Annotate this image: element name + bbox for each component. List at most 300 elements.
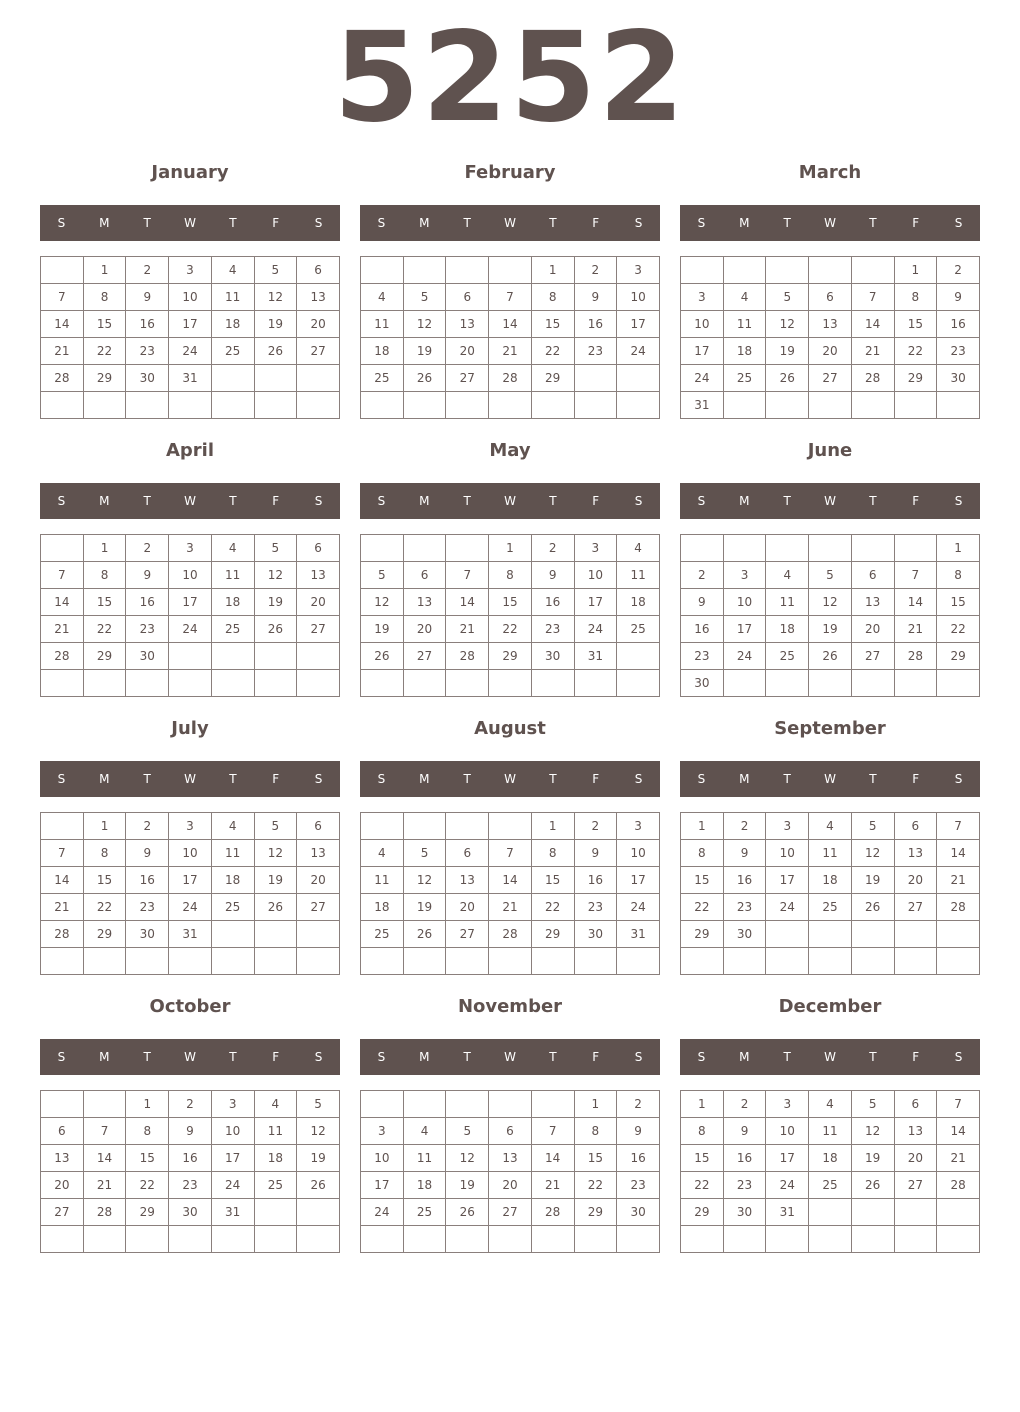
day-cell: 24 [617,338,660,365]
week-row [41,338,340,365]
week-row [41,589,340,616]
day-cell: 10 [169,840,212,867]
day-cell: 30 [617,1199,660,1226]
day-cell: 21 [41,338,84,365]
day-cell: 10 [617,840,660,867]
week-row [41,643,340,670]
day-cell: 23 [723,894,766,921]
day-cell: 13 [297,840,340,867]
week-row [681,867,980,894]
day-cell: 28 [489,365,532,392]
day-cell [83,948,126,975]
day-cell: 28 [83,1199,126,1226]
day-cell: 9 [126,840,169,867]
weekday-header [680,205,980,241]
week-row [681,921,980,948]
day-cell: 30 [126,365,169,392]
day-cell: 30 [126,921,169,948]
day-cell: 22 [531,894,574,921]
weekday-label: S [314,216,323,230]
day-cell: 19 [403,338,446,365]
day-cell [681,257,724,284]
day-cell: 20 [894,867,937,894]
weekday-label: S [377,772,386,786]
day-cell: 22 [126,1172,169,1199]
weekday-header [360,761,660,797]
week-row [361,948,660,975]
weekday-label: M [419,1050,430,1064]
month-1 [360,156,660,426]
day-grid [40,1090,340,1253]
day-cell: 2 [617,1091,660,1118]
day-cell: 9 [681,589,724,616]
day-cell [254,670,297,697]
week-row [361,1199,660,1226]
week-row [41,535,340,562]
week-row [361,562,660,589]
month-3 [40,434,340,704]
day-cell [723,392,766,419]
day-grid [360,256,660,419]
weekday-label: T [783,494,791,508]
day-cell [361,670,404,697]
day-cell: 26 [361,643,404,670]
day-cell: 13 [297,284,340,311]
day-cell [169,1226,212,1253]
day-cell: 29 [489,643,532,670]
day-cell: 29 [531,921,574,948]
week-row [361,616,660,643]
day-cell [531,670,574,697]
day-cell [766,257,809,284]
day-cell: 18 [211,867,254,894]
day-cell: 12 [254,840,297,867]
day-cell: 29 [531,365,574,392]
day-cell: 17 [169,589,212,616]
day-cell [851,670,894,697]
week-row [681,1199,980,1226]
day-grid [360,534,660,697]
day-cell [894,670,937,697]
day-cell [723,1226,766,1253]
week-row [361,1172,660,1199]
weekday-label: W [504,494,516,508]
day-cell: 5 [297,1091,340,1118]
day-cell [489,948,532,975]
day-cell: 24 [723,643,766,670]
day-cell [489,813,532,840]
day-cell: 20 [446,894,489,921]
day-cell: 14 [83,1145,126,1172]
day-cell [169,948,212,975]
day-cell [723,257,766,284]
day-cell [489,257,532,284]
day-cell [574,365,617,392]
month-name: April [165,440,215,461]
day-cell: 22 [489,616,532,643]
day-cell: 11 [211,284,254,311]
weekday-label: F [592,1050,600,1064]
day-cell: 27 [297,894,340,921]
day-cell [574,392,617,419]
day-cell [809,948,852,975]
day-cell [894,1226,937,1253]
day-cell: 21 [489,338,532,365]
day-cell: 10 [681,311,724,338]
day-cell: 13 [41,1145,84,1172]
day-cell: 5 [446,1118,489,1145]
day-cell: 7 [937,813,980,840]
day-cell: 12 [361,589,404,616]
day-cell: 2 [126,813,169,840]
day-cell: 1 [531,257,574,284]
day-cell: 1 [489,535,532,562]
weekday-label: T [869,216,877,230]
day-cell [169,643,212,670]
day-cell: 26 [766,365,809,392]
day-cell [894,921,937,948]
day-cell: 26 [403,921,446,948]
day-cell: 31 [617,921,660,948]
day-cell: 2 [126,257,169,284]
day-cell [211,392,254,419]
day-cell [937,1199,980,1226]
day-cell: 26 [851,1172,894,1199]
weekday-label: M [419,216,430,230]
day-cell: 28 [41,921,84,948]
day-cell: 6 [489,1118,532,1145]
day-cell: 6 [41,1118,84,1145]
week-row [681,392,980,419]
day-cell [531,1091,574,1118]
day-cell [681,535,724,562]
day-cell: 16 [723,867,766,894]
day-cell: 11 [766,589,809,616]
day-cell: 14 [41,867,84,894]
day-cell: 26 [446,1199,489,1226]
day-cell: 29 [894,365,937,392]
day-cell [297,948,340,975]
day-cell: 16 [617,1145,660,1172]
day-cell: 27 [446,921,489,948]
day-cell: 6 [446,840,489,867]
day-cell: 4 [723,284,766,311]
day-cell: 15 [126,1145,169,1172]
weekday-label: M [99,216,110,230]
day-cell: 18 [617,589,660,616]
day-cell: 29 [83,365,126,392]
week-row [681,535,980,562]
day-cell: 20 [489,1172,532,1199]
day-cell: 14 [489,311,532,338]
day-cell: 2 [723,813,766,840]
day-cell [361,813,404,840]
day-grid [40,812,340,975]
day-cell [361,392,404,419]
day-cell: 30 [126,643,169,670]
day-cell: 5 [403,284,446,311]
day-cell [361,1091,404,1118]
weekday-label: S [954,494,963,508]
day-cell: 27 [809,365,852,392]
day-cell: 15 [83,867,126,894]
week-row [41,616,340,643]
day-cell: 10 [169,562,212,589]
weekday-label: S [57,216,66,230]
day-cell: 24 [766,894,809,921]
day-cell: 20 [851,616,894,643]
weekday-label: M [739,494,750,508]
day-cell: 15 [531,867,574,894]
day-cell [361,257,404,284]
weekday-label: M [99,1050,110,1064]
weekday-label: S [57,494,66,508]
day-cell [403,1226,446,1253]
day-cell: 25 [254,1172,297,1199]
day-cell: 13 [446,867,489,894]
day-cell [403,392,446,419]
day-cell: 9 [531,562,574,589]
weekday-header [360,205,660,241]
day-cell: 1 [83,813,126,840]
day-cell [937,948,980,975]
day-cell [254,948,297,975]
day-cell: 19 [403,894,446,921]
day-cell: 10 [766,1118,809,1145]
week-row [41,840,340,867]
week-row [361,894,660,921]
week-row [361,589,660,616]
day-cell [403,813,446,840]
week-row [41,670,340,697]
weekday-label: T [463,1050,471,1064]
week-row [681,311,980,338]
day-cell: 6 [446,284,489,311]
day-cell: 23 [937,338,980,365]
day-cell: 2 [169,1091,212,1118]
day-cell [766,1226,809,1253]
day-cell: 9 [574,284,617,311]
day-cell: 29 [83,643,126,670]
week-row [681,365,980,392]
day-cell [809,921,852,948]
day-cell: 11 [211,840,254,867]
day-cell: 27 [851,643,894,670]
day-cell [211,643,254,670]
week-row [41,813,340,840]
day-cell: 13 [894,1118,937,1145]
week-row [361,338,660,365]
month-9 [40,990,340,1260]
day-cell: 25 [809,1172,852,1199]
day-cell: 21 [894,616,937,643]
month-6 [40,712,340,982]
month-4 [360,434,660,704]
day-cell: 27 [403,643,446,670]
day-cell [851,392,894,419]
weekday-label: F [912,772,920,786]
day-cell: 7 [894,562,937,589]
weekday-label: S [314,494,323,508]
day-cell [211,670,254,697]
day-cell: 15 [894,311,937,338]
day-cell: 27 [446,365,489,392]
day-cell: 8 [681,1118,724,1145]
day-cell: 14 [937,1118,980,1145]
day-cell: 11 [723,311,766,338]
weekday-label: T [229,772,237,786]
year-title: 5252 [333,6,687,150]
day-cell: 4 [361,284,404,311]
day-cell: 28 [41,643,84,670]
day-cell: 24 [574,616,617,643]
weekday-label: F [592,772,600,786]
weekday-label: T [549,216,557,230]
weekday-label: T [549,772,557,786]
day-cell: 15 [489,589,532,616]
day-cell: 30 [169,1199,212,1226]
day-cell: 15 [83,589,126,616]
weekday-label: T [229,494,237,508]
day-cell: 1 [937,535,980,562]
day-cell: 14 [446,589,489,616]
day-cell [297,392,340,419]
day-cell [297,1199,340,1226]
day-cell: 28 [937,894,980,921]
day-cell: 16 [126,311,169,338]
weekday-label: T [143,1050,151,1064]
week-row [681,1118,980,1145]
day-cell: 21 [41,894,84,921]
day-cell: 10 [169,284,212,311]
day-cell: 16 [681,616,724,643]
day-cell: 11 [617,562,660,589]
weekday-label: S [954,1050,963,1064]
weekday-label: S [57,772,66,786]
day-cell [766,535,809,562]
day-cell: 20 [446,338,489,365]
day-cell: 28 [41,365,84,392]
day-cell [361,1226,404,1253]
day-cell: 28 [851,365,894,392]
day-cell: 27 [297,616,340,643]
day-cell [766,392,809,419]
month-name: August [474,718,546,739]
week-row [41,1118,340,1145]
day-cell: 11 [361,867,404,894]
day-cell: 17 [681,338,724,365]
weekday-header [40,483,340,519]
month-name: March [798,162,862,183]
day-cell [403,670,446,697]
day-cell: 9 [617,1118,660,1145]
day-cell: 8 [574,1118,617,1145]
day-cell: 8 [83,284,126,311]
day-cell: 8 [83,562,126,589]
day-cell [169,392,212,419]
day-cell: 22 [531,338,574,365]
day-cell: 30 [681,670,724,697]
weekday-label: W [824,772,836,786]
week-row [681,562,980,589]
day-cell: 8 [531,840,574,867]
day-cell [297,365,340,392]
week-row [41,365,340,392]
day-cell: 8 [681,840,724,867]
day-cell: 3 [169,257,212,284]
day-cell [851,257,894,284]
day-cell: 4 [211,257,254,284]
weekday-label: S [697,1050,706,1064]
day-grid [680,812,980,975]
day-cell: 12 [809,589,852,616]
day-cell: 13 [489,1145,532,1172]
day-cell: 22 [937,616,980,643]
day-cell: 29 [574,1199,617,1226]
day-cell [446,670,489,697]
day-cell [489,392,532,419]
weekday-header [360,1039,660,1075]
day-cell: 15 [937,589,980,616]
day-cell [254,392,297,419]
day-cell: 21 [937,1145,980,1172]
week-row [41,867,340,894]
day-cell: 9 [169,1118,212,1145]
weekday-label: F [272,494,280,508]
day-cell: 3 [169,535,212,562]
day-cell [83,670,126,697]
day-cell: 24 [211,1172,254,1199]
day-cell: 1 [681,813,724,840]
day-cell: 16 [574,867,617,894]
day-cell: 7 [41,562,84,589]
day-cell: 19 [297,1145,340,1172]
day-cell: 1 [126,1091,169,1118]
day-cell: 10 [574,562,617,589]
week-row [681,840,980,867]
day-cell: 13 [403,589,446,616]
day-cell: 9 [126,284,169,311]
week-row [41,1172,340,1199]
month-8 [680,712,980,982]
day-cell [41,948,84,975]
weekday-header [680,483,980,519]
day-cell: 7 [83,1118,126,1145]
weekday-label: T [463,494,471,508]
day-cell: 26 [809,643,852,670]
day-cell: 11 [809,1118,852,1145]
day-cell: 30 [574,921,617,948]
day-cell: 20 [403,616,446,643]
day-cell [254,643,297,670]
day-cell: 31 [766,1199,809,1226]
day-cell: 22 [681,1172,724,1199]
day-cell [446,392,489,419]
day-cell: 12 [403,311,446,338]
day-cell: 1 [83,257,126,284]
weekday-label: W [184,216,196,230]
day-cell: 30 [723,921,766,948]
day-cell: 22 [681,894,724,921]
week-row [361,670,660,697]
day-cell [809,1226,852,1253]
day-cell [851,921,894,948]
day-cell: 14 [489,867,532,894]
day-cell [851,948,894,975]
week-row [361,257,660,284]
day-cell: 2 [937,257,980,284]
day-cell: 9 [574,840,617,867]
